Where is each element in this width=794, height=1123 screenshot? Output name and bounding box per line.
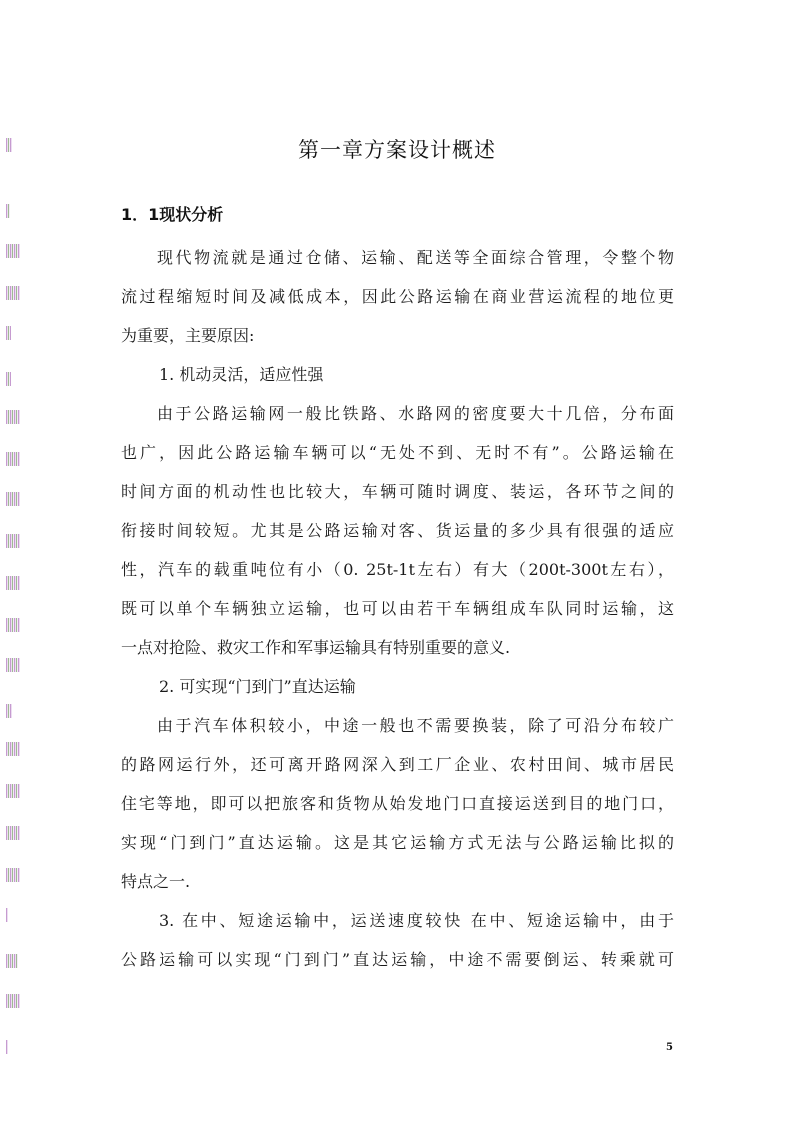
margin-mark bbox=[6, 954, 18, 968]
list-item-heading: 1. 机动灵活，适应性强 bbox=[159, 365, 324, 384]
paragraph-line: 的路网运行外，还可离开路网深入到工厂企业、农村田间、城市居民 bbox=[121, 755, 674, 774]
paragraph-line: 由于汽车体积较小，中途一般也不需要换装，除了可沿分布较广 bbox=[157, 716, 674, 735]
margin-mark bbox=[6, 784, 20, 798]
margin-mark bbox=[6, 492, 20, 506]
paragraph-line: 也广，因此公路运输车辆可以“无处不到、无时不有”。公路运输在 bbox=[121, 443, 674, 462]
margin-mark bbox=[6, 244, 20, 258]
paragraph-line: 特点之一. bbox=[121, 872, 191, 891]
paragraph-line: 实现“门到门”直达运输。这是其它运输方式无法与公路运输比拟的 bbox=[121, 833, 674, 852]
margin-mark bbox=[6, 826, 20, 840]
paragraph-line: 性，汽车的载重吨位有小（0. 25t-1t左右）有大（200t-300t左右）， bbox=[121, 560, 674, 579]
margin-mark bbox=[6, 372, 11, 386]
page-number: 5 bbox=[666, 1042, 673, 1053]
margin-mark bbox=[6, 1040, 8, 1054]
chapter-title: 第一章方案设计概述 bbox=[298, 138, 496, 162]
margin-mark bbox=[6, 908, 8, 922]
margin-scan-marks bbox=[4, 0, 22, 1123]
paragraph-line: 既可以单个车辆独立运输，也可以由若干车辆组成车队同时运输，这 bbox=[121, 599, 674, 618]
paragraph-line: 一点对抢险、救灾工作和军事运输具有特别重要的意义. bbox=[121, 638, 511, 657]
paragraph-line: 公路运输可以实现“门到门”直达运输，中途不需要倒运、转乘就可 bbox=[121, 950, 674, 969]
margin-mark bbox=[6, 452, 20, 466]
margin-mark bbox=[6, 576, 20, 590]
margin-mark bbox=[6, 410, 20, 424]
paragraph-line: 为重要，主要原因: bbox=[121, 326, 255, 345]
margin-mark bbox=[6, 534, 20, 548]
margin-mark bbox=[6, 618, 20, 632]
margin-mark bbox=[6, 742, 20, 756]
margin-mark bbox=[6, 704, 12, 718]
margin-mark bbox=[6, 326, 11, 340]
margin-mark bbox=[6, 658, 20, 672]
paragraph-line: 流过程缩短时间及减低成本，因此公路运输在商业营运流程的地位更 bbox=[121, 287, 674, 306]
margin-mark bbox=[6, 204, 10, 218]
section-heading: 1．1现状分析 bbox=[121, 205, 224, 224]
paragraph-line: 住宅等地，即可以把旅客和货物从始发地门口直接运送到目的地门口， bbox=[121, 794, 674, 813]
margin-mark bbox=[6, 868, 20, 882]
body-text bbox=[121, 238, 674, 979]
paragraph-line: 时间方面的机动性也比较大，车辆可随时调度、装运，各环节之间的 bbox=[121, 482, 674, 501]
list-item-heading: 3. 在中、短途运输中，运送速度较快 在中、短途运输中，由于 bbox=[159, 911, 674, 930]
list-item-heading: 2. 可实现“门到门”直达运输 bbox=[159, 677, 356, 696]
paragraph-line: 现代物流就是通过仓储、运输、配送等全面综合管理，令整个物 bbox=[157, 248, 674, 267]
paragraph-line: 衔接时间较短。尤其是公路运输对客、货运量的多少具有很强的适应 bbox=[121, 521, 674, 540]
margin-mark bbox=[6, 286, 20, 300]
paragraph-line: 由于公路运输网一般比铁路、水路网的密度要大十几倍，分布面 bbox=[157, 404, 674, 423]
margin-mark bbox=[6, 994, 20, 1008]
